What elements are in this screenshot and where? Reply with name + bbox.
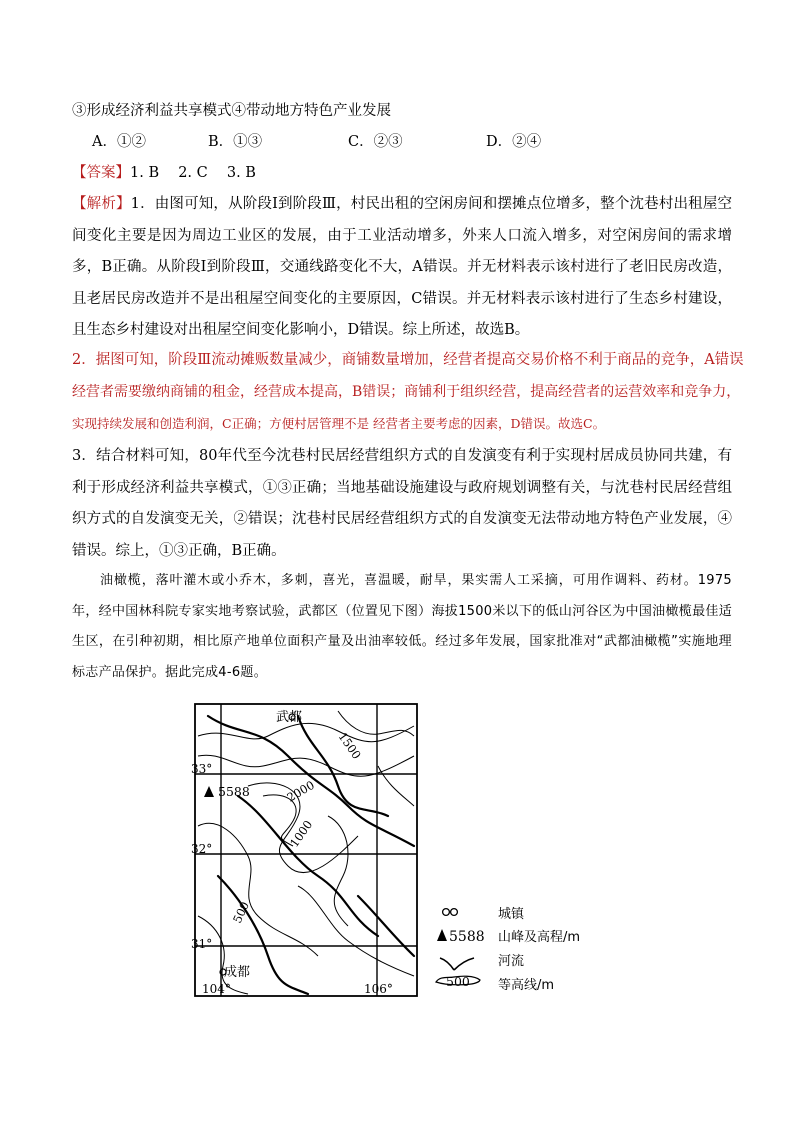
option-d: D．②④ [486, 134, 542, 150]
peak-value: 5588 [218, 784, 250, 799]
analysis-1-text: 1．由图可知，从阶段Ⅰ到阶段Ⅲ，村民出租的空闲房间和摆摊点位增多，整个沈巷村出租屋空间变化主要是因为周边工业区的发展，由于工业活动增多，外来人口流入增多，对空闲房间的需求增多，B正确。从阶段Ⅰ到阶段Ⅲ，交通线路变化不大，A错误。并无材料表示该村进行了老旧民房改造，且老居民房改造并不是出租屋空间变化的主要原因，C错误。并无材料表示该村进行了生态乡村建设，且生态乡村建设对出租屋空间变化影响小，D错误。综上所述，故选B。 [72, 196, 732, 338]
lat-label-32: 32° [191, 842, 213, 856]
q3-stem-tail: ③形成经济利益共享模式④带动地方特色产业发展 [72, 103, 391, 119]
analysis-2-line1: 2．据图可知，阶段Ⅲ流动摊贩数量减少，商铺数量增加，经营者提高交易价格不利于商品的竞争，A错误 [72, 352, 744, 368]
option-c: C．②③ [348, 134, 403, 150]
option-b: B．①③ [208, 134, 263, 150]
legend-river-label: 河流 [498, 954, 525, 969]
option-a: A．①② [92, 134, 146, 150]
lat-label-33: 33° [191, 762, 213, 776]
city-wudu-label: 武都 [276, 710, 303, 725]
legend-peak-label: 山峰及高程/m [498, 930, 581, 945]
city-chengdu-label: 成都 [224, 965, 251, 980]
analysis-1 [72, 189, 732, 347]
contour-label-2000: 2000 [284, 777, 317, 805]
contour-label-1500: 1500 [335, 729, 364, 762]
lon-label-104: 104° [202, 982, 231, 996]
analysis-2-line3: 实现持续发展和创造利润，C正确；方便村居管理不是 经营者主要考虑的因素，D错误。故选C。 [72, 416, 606, 431]
answer-text: 1. B 2. C 3. B [130, 165, 256, 181]
contour-label-500: 500 [230, 899, 252, 926]
material-paragraph: 油橄榄，落叶灌木或小乔木，多刺，喜光，喜温暖，耐旱，果实需人工采摘，可用作调料、药材。1975年，经中国林科院专家实地考察试验，武都区（位置见下图）海拔1500米以下的低山河谷区为中国油橄榄最佳适生区，在引种初期，相比原产地单位面积产量及出油率较低。经过多年发展，国家批准对“武都油橄榄”实施地理标志产品保护。据此完成4-6题。 [72, 573, 732, 680]
lon-label-106: 106° [364, 982, 393, 996]
legend-peak-icon [437, 929, 447, 941]
map-frame [195, 704, 417, 996]
answer-label: 【答案】 [72, 165, 130, 181]
legend-contour-label: 等高线/m [498, 978, 555, 993]
legend-contour-symbol: 500 [446, 974, 470, 989]
legend-river-icon [440, 958, 474, 970]
analysis-3: 3．结合材料可知，80年代至今沈巷村民居经营组织方式的自发演变有利于实现村居成员协同共建，有利于形成经济利益共享模式，①③正确；当地基础设施建设与政府规划调整有关，与沈巷村民居经营组织方式的自发演变无关，②错误；沈巷村民居经营组织方式的自发演变无法带动地方特色产业发展，④错误。综上，①③正确，B正确。 [72, 448, 732, 559]
lat-label-31: 31° [191, 937, 213, 951]
analysis-label: 【解析】 [72, 196, 131, 212]
analysis-2-line2: 经营者需要缴纳商铺的租金，经营成本提高，B错误；商铺利于组织经营，提高经营者的运营效率和竞争力， [72, 384, 741, 400]
legend-town-icon [443, 909, 458, 916]
terrain-map-svg [178, 696, 598, 1006]
contour-label-1000: 1000 [286, 817, 316, 850]
answer-line [72, 163, 256, 183]
legend-town-label: 城镇 [498, 907, 525, 922]
terrain-map [178, 696, 598, 1006]
legend-peak-symbol: 5588 [449, 929, 485, 945]
